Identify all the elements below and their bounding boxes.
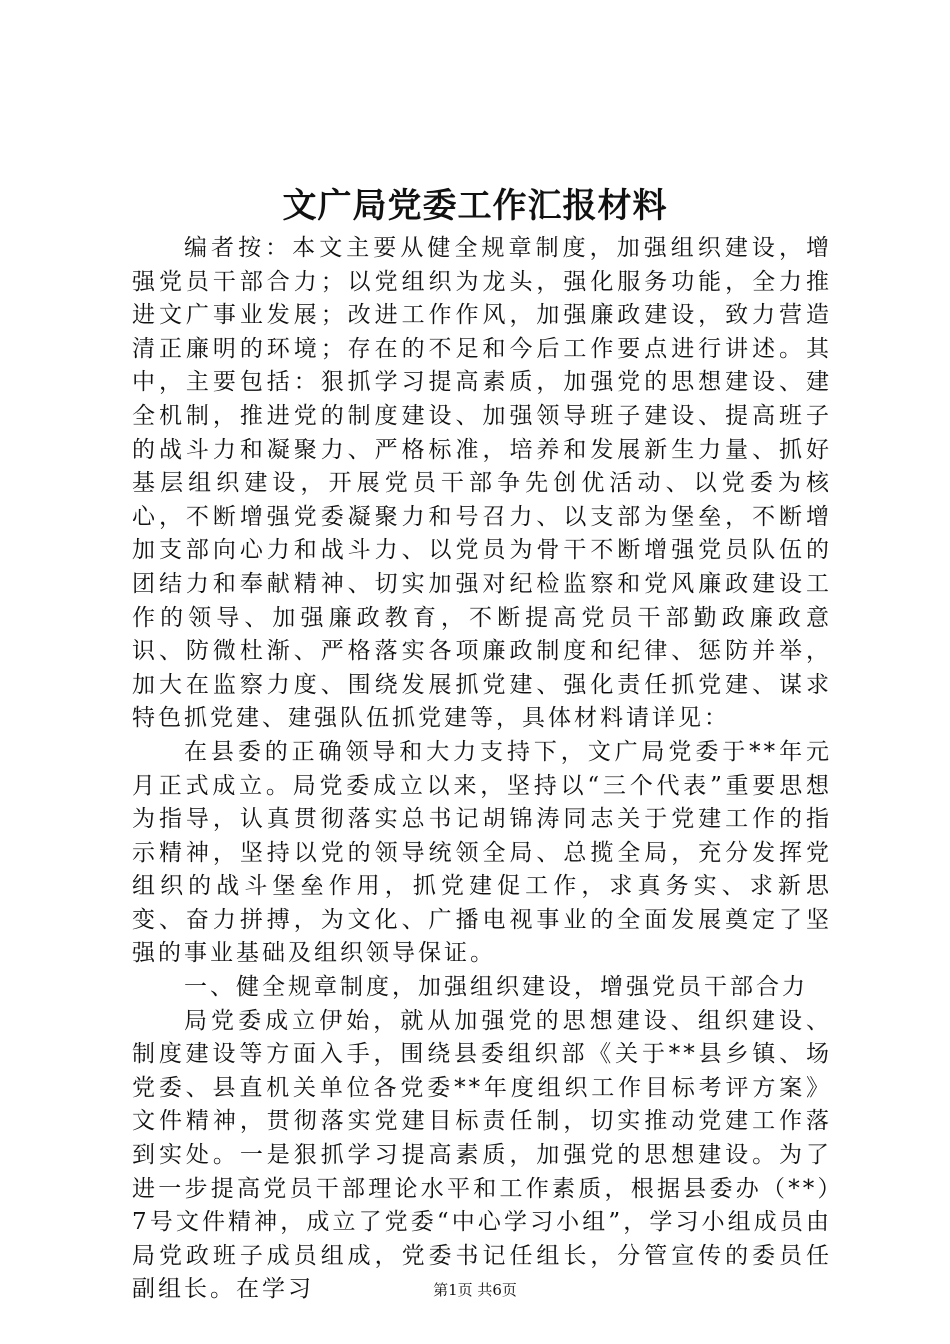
page-number-footer: 第1页 共6页 bbox=[433, 1281, 517, 1299]
body-paragraph: 局党委成立伊始，就从加强党的思想建设、组织建设、制度建设等方面入手，围绕县委组织部《关于**县乡镇、场党委、县直机关单位各党委**年度组织工作目标考评方案》文件精神，贯彻落实党建目标责任制，切实推动党建工作落到实处。一是狠抓学习提高素质，加强党的思想建设。为了进一步提高党员干部理论水平和工作素质，根据县委办（**）7号文件精神，成立了党委“中心学习小组”，学习小组成员由局党政班子成员组成，党委书记任组长，分管宣传的委员任副组长。在学习 bbox=[132, 1007, 832, 1303]
editor-note-paragraph: 编者按：本文主要从健全规章制度，加强组织建设，增强党员干部合力；以党组织为龙头，强化服务功能，全力推进文广事业发展；改进工作作风，加强廉政建设，致力营造清正廉明的环境；存在的不足和今后工作要点进行讲述。其中，主要包括：狠抓学习提高素质，加强党的思想建设、建全机制，推进党的制度建设、加强领导班子建设、提高班子的战斗力和凝聚力、严格标准，培养和发展新生力量、抓好基层组织建设，开展党员干部争先创优活动、以党委为核心，不断增强党委凝聚力和号召力、以支部为堡垒，不断增加支部向心力和战斗力、以党员为骨干不断增强党员队伍的团结力和奉献精神、切实加强对纪检监察和党风廉政建设工作的领导、加强廉政教育，不断提高党员干部勤政廉政意识、防微杜渐、严格落实各项廉政制度和纪律、惩防并举，加大在监察力度、围绕发展抓党建、强化责任抓党建、谋求特色抓党建、建强队伍抓党建等，具体材料请详见： bbox=[132, 235, 832, 732]
intro-paragraph: 在县委的正确领导和大力支持下，文广局党委于**年元月正式成立。局党委成立以来，坚持以“三个代表”重要思想为指导，认真贯彻落实总书记胡锦涛同志关于党建工作的指示精神，坚持以党的领导统领全局、总揽全局，充分发挥党组织的战斗堡垒作用，抓党建促工作，求真务实、求新思变、奋力拼搏，为文化、广播电视事业的全面发展奠定了坚强的事业基础及组织领导保证。 bbox=[132, 738, 832, 967]
section-heading: 一、健全规章制度，加强组织建设，增强党员干部合力 bbox=[184, 974, 808, 1001]
document-body bbox=[132, 232, 832, 1307]
document-title: 文广局党委工作汇报材料 bbox=[282, 186, 668, 226]
